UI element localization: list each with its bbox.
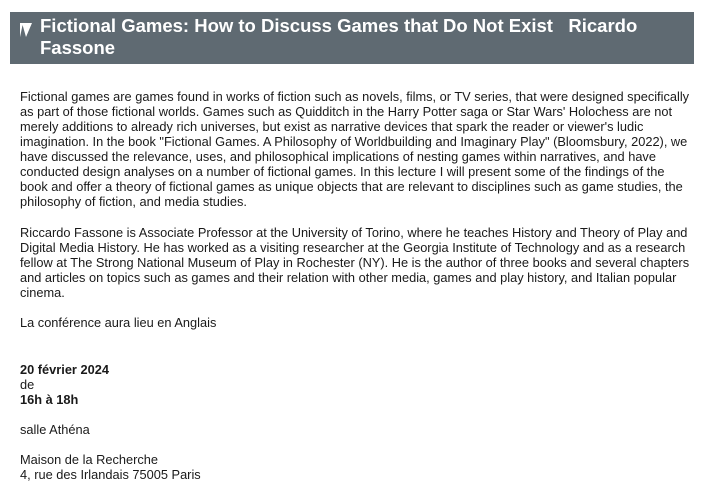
event-title [20, 15, 684, 59]
collapse-triangle-icon[interactable] [20, 20, 36, 59]
language-note: La conférence aura lieu en Anglais [20, 315, 217, 330]
bio-paragraph: Riccardo Fassone is Associate Professor at the University of Torino, where he teaches History and Theory of Play and Digital Media History. He has worked as a visiting researcher at the Georgia Institute of Technology and as a research fellow at The Strong National Museum of Play in Rochester (NY). He is the author of three books and several chapters and articles on topics such as games and their relation with other media, games and play history, and Italian popular cinema. [20, 225, 690, 300]
venue-name: Maison de la Recherche [20, 452, 158, 467]
title-text [40, 15, 684, 59]
event-header[interactable] [10, 12, 694, 64]
event-date: 20 février 2024 [20, 362, 109, 377]
abstract-paragraph: Fictional games are games found in works of fiction such as novels, films, or TV series, that were designed specifically as part of those fictional worlds. Games such as Quidditch in the Harry Potter saga or Star Wars' Holochess are not merely additions to already rich universes, but exist as narrative devices that spark the reader or viewer's ludic imagination. In the book "Fictional Games. A Philosophy of Worldbuilding and Imaginary Play" (Bloomsbury, 2022), we have discussed the relevance, uses, and philosophical implications of nesting games within narratives, and have conducted design analyses on a number of fictional games. In this lecture I will present some of the findings of the book and offer a theory of fictional games as unique objects that are relevant to disciplines such as game studies, the philosophy of fiction, and media studies. [20, 89, 690, 209]
title-main: Fictional Games: How to Discuss Games that Do Not Exist [40, 15, 553, 36]
event-details [20, 89, 690, 482]
event-time: 16h à 18h [20, 392, 79, 407]
from-label: de [20, 377, 35, 392]
event-room: salle Athéna [20, 422, 90, 437]
venue-address: 4, rue des Irlandais 75005 Paris [20, 467, 201, 482]
speaker-name: Ricardo Fassone [40, 15, 638, 58]
